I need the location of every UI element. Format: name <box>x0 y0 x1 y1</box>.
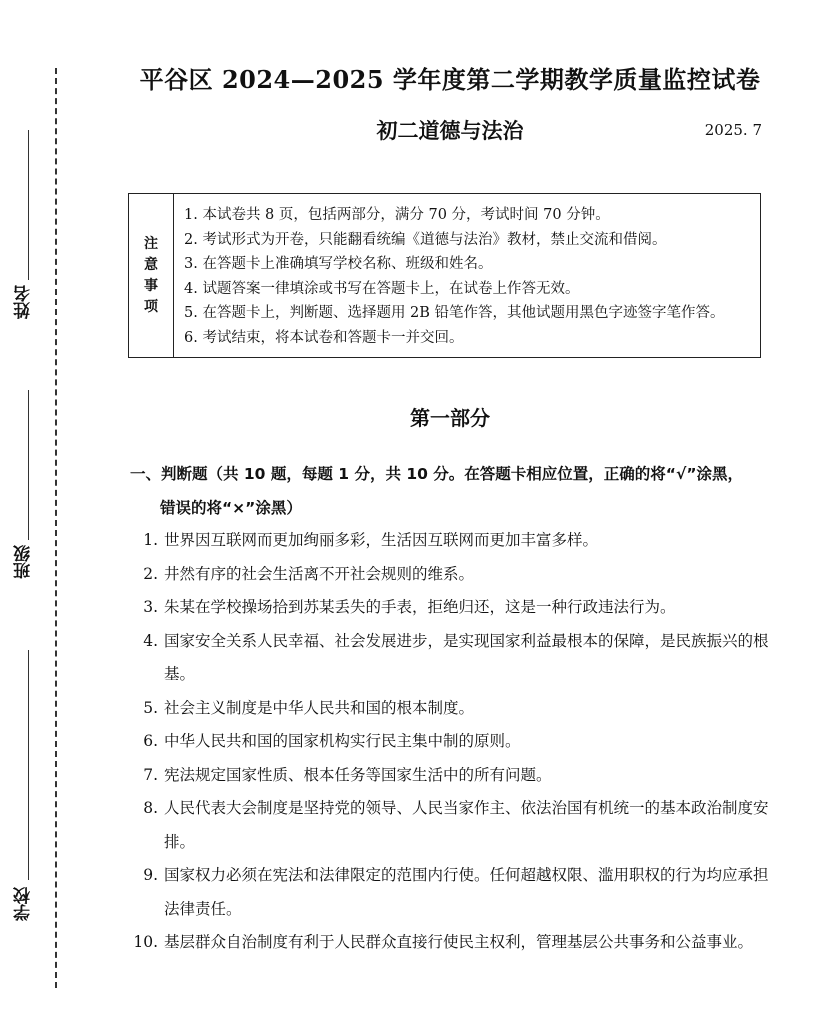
notice-item: 4. 试题答案一律填涂或书写在答题卡上，在试卷上作答无效。 <box>184 280 580 297</box>
school-label: 学校 <box>14 887 34 921</box>
exam-date: 2025. 7 <box>704 121 762 139</box>
question-number: 5. <box>143 698 158 717</box>
question-text: 基层群众自治制度有利于人民群众直接行使民主权利，管理基层公共事务和公益事业。 <box>164 933 754 951</box>
exam-subject: 初二道德与法治 <box>376 118 524 143</box>
question-text: 国家安全关系人民幸福、社会发展进步，是实现国家利益最根本的保障，是民族振兴的根基。 <box>164 631 769 683</box>
name-field[interactable] <box>8 130 48 350</box>
notice-label-char: 事 <box>144 277 158 294</box>
question-item <box>130 692 770 726</box>
notice-box <box>128 193 761 358</box>
question-text: 人民代表大会制度是坚持党的领导、人民当家作主、依法治国有机统一的基本政治制度安排。 <box>164 799 769 851</box>
question-item <box>130 524 770 558</box>
question-text: 国家权力必须在宪法和法律限定的范围内行使。任何超越权限、滥用职权的行为均应承担法律责任。 <box>164 866 769 918</box>
question-number: 7. <box>143 765 158 784</box>
question-text: 井然有序的社会生活离不开社会规则的维系。 <box>164 564 475 583</box>
question-number: 3. <box>143 598 158 616</box>
notice-label-char: 注 <box>144 235 158 252</box>
question-item <box>130 759 770 793</box>
question-item <box>130 591 770 625</box>
section-heading-line: 错误的将“×”涂黑） <box>160 499 302 517</box>
notice-label <box>129 194 174 357</box>
question-number: 6. <box>143 732 158 750</box>
question-item <box>130 725 770 759</box>
question-item <box>130 625 770 692</box>
question-number: 2. <box>143 564 158 583</box>
notice-label-char: 意 <box>144 256 158 273</box>
notice-item: 3. 在答题卡上准确填写学校名称、班级和姓名。 <box>184 256 493 272</box>
section-heading <box>130 457 770 525</box>
part-title: 第一部分 <box>410 406 490 430</box>
question-number: 9. <box>143 866 158 884</box>
notice-item: 5. 在答题卡上，判断题、选择题用 2B 铅笔作答，其他试题用黑色字迹签字笔作答。 <box>184 305 725 321</box>
question-number: 10. <box>133 933 158 951</box>
notice-item: 1. 本试卷共 8 页，包括两部分，满分 70 分，考试时间 70 分钟。 <box>184 207 610 223</box>
question-number: 8. <box>143 799 158 817</box>
school-field[interactable] <box>8 650 48 940</box>
question-text: 中华人民共和国的国家机构实行民主集中制的原则。 <box>164 732 521 750</box>
binding-line <box>55 68 57 988</box>
question-item <box>130 859 770 926</box>
notice-list <box>174 194 725 357</box>
question-list <box>130 524 770 960</box>
question-item <box>130 558 770 592</box>
class-label: 班级 <box>14 545 34 579</box>
question-item <box>130 792 770 859</box>
notice-label-char: 项 <box>144 298 158 315</box>
question-number: 4. <box>143 631 158 650</box>
exam-title: 平谷区 2024—2025 学年度第二学期教学质量监控试卷 <box>139 65 761 94</box>
name-label: 姓名 <box>14 285 34 319</box>
question-text: 社会主义制度是中华人民共和国的根本制度。 <box>164 698 475 717</box>
notice-item: 2. 考试形式为开卷，只能翻看统编《道德与法治》教材，禁止交流和借阅。 <box>184 231 667 248</box>
question-text: 世界因互联网而更加绚丽多彩，生活因互联网而更加丰富多样。 <box>164 531 599 549</box>
notice-item: 6. 考试结束，将本试卷和答题卡一并交回。 <box>184 329 464 346</box>
name-blank[interactable] <box>28 130 29 280</box>
question-text: 宪法规定国家性质、根本任务等国家生活中的所有问题。 <box>164 765 552 784</box>
section-heading-line: 一、判断题（共 10 题，每题 1 分，共 10 分。在答题卡相应位置，正确的将“√”涂黑， <box>130 465 744 483</box>
question-item <box>130 926 770 960</box>
question-number: 1. <box>143 531 158 549</box>
school-blank[interactable] <box>28 650 29 880</box>
class-blank[interactable] <box>28 390 29 540</box>
question-text: 朱某在学校操场拾到苏某丢失的手表，拒绝归还，这是一种行政违法行为。 <box>164 598 676 616</box>
class-field[interactable] <box>8 390 48 610</box>
